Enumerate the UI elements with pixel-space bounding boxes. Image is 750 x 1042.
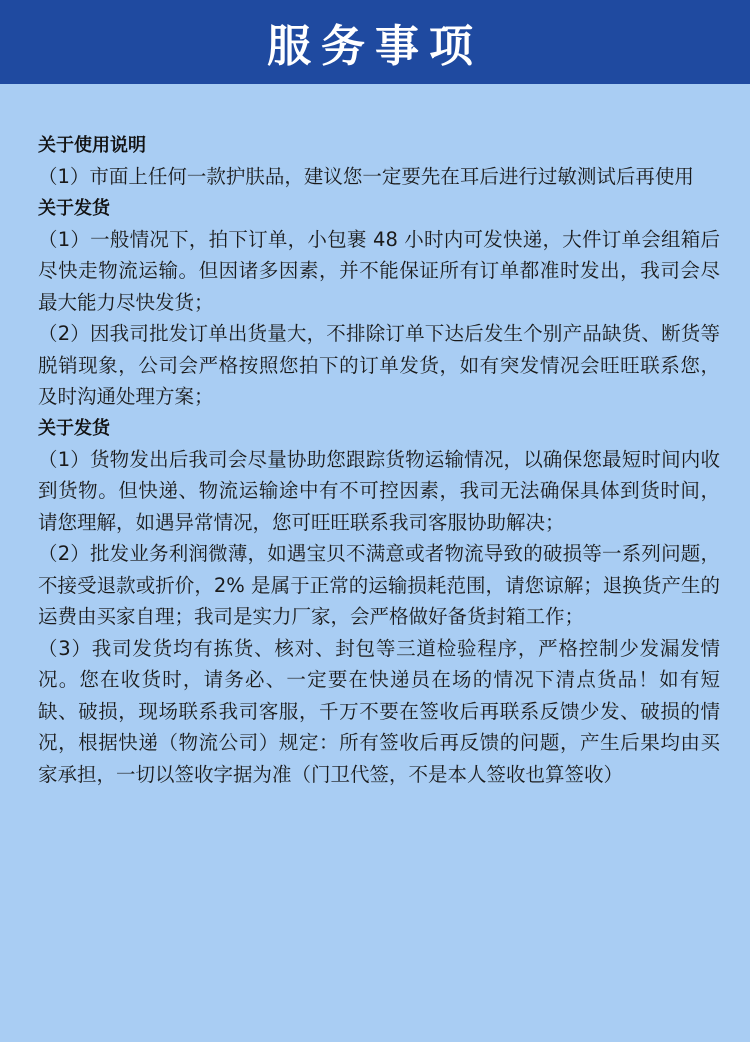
- shipping-item-1: （1）一般情况下，拍下订单，小包裹 48 小时内可发快递，大件订单会组箱后尽快走物流运输。但因诸多因素，并不能保证所有订单都准时发出，我司会尽最大能力尽快发货；: [38, 227, 720, 314]
- shipping-item-2: （2）因我司批发订单出货量大，不排除订单下达后发生个别产品缺货、断货等脱销现象，公司会严格按照您拍下的订单发货，如有突发情况会旺旺联系您，及时沟通处理方案；: [38, 322, 720, 408]
- delivery-item-1: （1）货物发出后我司会尽量协助您跟踪货物运输情况，以确保您最短时间内收到货物。但快递、物流运输途中有不可控因素，我司无法确保具体到货时间，请您理解，如遇异常情况，您可旺旺联系我司客服协助解决；: [38, 447, 720, 534]
- header-banner: [0, 0, 750, 84]
- section-heading-delivery: 关于发货: [38, 417, 110, 439]
- service-terms-body: [0, 84, 750, 1042]
- delivery-item-3: （3）我司发货均有拣货、核对、封包等三道检验程序，严格控制少发漏发情况。您在收货时，请务必、一定要在快递员在场的情况下清点货品！如有短缺、破损，现场联系我司客服，千万不要在签收后再联系反馈少发、破损的情况，根据快递（物流公司）规定：所有签收后再反馈的问题，产生后果均由买家承担，一切以签收字据为准（门卫代签，不是本人签收也算签收）: [38, 636, 720, 786]
- usage-item-1: （1）市面上任何一款护肤品，建议您一定要先在耳后进行过敏测试后再使用: [38, 165, 694, 188]
- section-heading-usage: 关于使用说明: [38, 135, 146, 156]
- section-heading-shipping: 关于发货: [38, 197, 110, 219]
- page-title: 服务事项: [267, 21, 483, 72]
- delivery-item-2: （2）批发业务利润微薄，如遇宝贝不满意或者物流导致的破损等一系列问题，不接受退款或折价，2% 是属于正常的运输损耗范围，请您谅解；退换货产生的运费由买家自理；我司是实力厂家，会严格做好备货封箱工作；: [38, 542, 720, 628]
